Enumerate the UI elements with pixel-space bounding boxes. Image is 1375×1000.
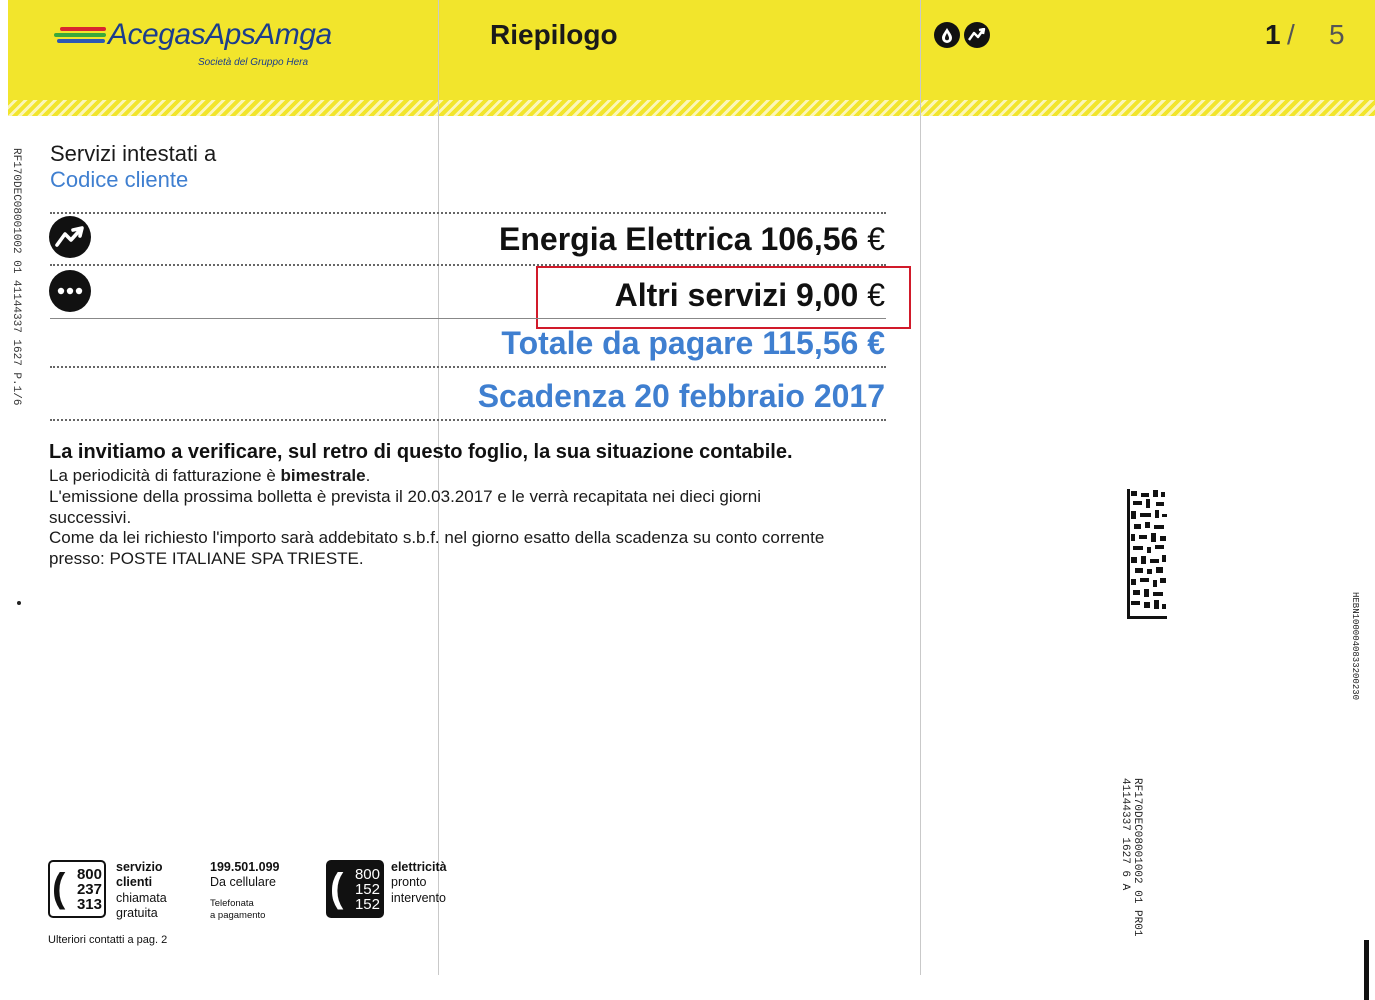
other-services-label: Altri servizi [614,277,788,313]
phone-icon: ( [52,866,66,910]
customer-service-number-box [48,860,106,918]
logo-name: AcegasApsAmga [108,18,332,51]
side-code: RF170DEC08001002 01 41144337 1627 P.1/6 [10,148,22,406]
header-hatch [8,100,1375,116]
next-bill-text: L'emissione della prossima bolletta è prevista il 20.03.2017 e le verrà recapitata nei dieci giorni [49,487,761,506]
debit-text: Come da lei richiesto l'importo sarà addebitato s.b.f. nel giorno esatto della scadenza su conto corrente [49,528,825,547]
due-label: Scadenza [477,378,626,414]
energy-label: Energia Elettrica [499,221,752,257]
phone-digits: 313 [76,896,102,913]
message-headline: La invitiamo a verificare, sul retro di questo foglio, la sua situazione contabile. [49,441,793,463]
fold-line [920,0,921,975]
edge-mark [1364,940,1369,1000]
total-label: Totale da pagare [501,325,754,361]
billing-period [49,466,879,487]
logo-subtitle: Società del Gruppo Hera [198,57,309,68]
energy-amount: 106,56 [760,221,859,257]
more-services-icon [49,270,91,312]
contact-line: gratuita [116,905,158,920]
mobile-note: Telefonata [210,897,254,909]
contact-line: servizio [116,860,163,874]
page-current: 1 [1265,19,1281,50]
contact-line: chiamata [116,890,167,905]
page-separator: / [1287,19,1295,50]
datamatrix-code [1127,489,1167,619]
barcode-code: HEBN1000040833200230 [1350,592,1360,701]
contact-line: intervento [391,890,446,905]
billing-end: . [365,466,371,485]
electricity-icon [964,22,990,48]
contact-line: elettricità [391,860,447,874]
mobile-contact [210,860,280,922]
phone-digits: 237 [76,881,102,898]
logo-mark [54,27,108,47]
billing-text: La periodicità di fatturazione è [49,466,281,485]
phone-icon: ( [330,866,344,910]
mobile-note: a pagamento [210,909,266,921]
customer-code: 41144337 1627 6 A [1119,778,1131,891]
currency-symbol: € [867,221,885,257]
mobile-number: 199.501.099 [210,860,280,874]
debit-text: presso: POSTE ITALIANE SPA TRIESTE. [49,549,364,568]
billing-frequency: bimestrale [280,466,366,485]
divider [50,212,886,214]
emergency-number-box [326,860,384,918]
mobile-label: Da cellulare [210,875,277,890]
total-line [501,325,885,362]
highlight-box [536,266,911,329]
client-code-label: Codice cliente [50,167,189,192]
phone-digits: 152 [354,881,380,898]
due-line [478,378,885,415]
energy-line [499,221,885,258]
page-total: 5 [1329,19,1345,50]
contact-line: clienti [116,875,153,890]
service-icons [934,22,990,48]
emergency-label [391,860,447,906]
phone-digits: 152 [354,896,380,913]
electricity-icon [49,216,91,258]
phone-digits: 800 [354,866,380,883]
services-title: Servizi intestati a [50,141,217,166]
next-bill-text: successivi. [49,508,132,527]
currency-symbol: € [867,277,885,313]
page-title: Riepilogo [490,19,618,50]
more-contacts-note: Ulteriori contatti a pag. 2 [48,934,168,946]
customer-service-label [116,860,167,921]
divider [50,366,886,368]
contact-line: pronto [391,875,427,890]
due-date: 20 febbraio 2017 [634,378,885,414]
water-drop-icon [934,22,960,48]
other-services-amount: 9,00 [796,277,859,313]
currency-symbol: € [867,325,885,361]
print-mark [17,601,21,605]
total-amount: 115,56 [762,325,859,361]
document-code: RF170DEC08001002 01 PR01 [1131,778,1143,937]
divider [50,318,886,319]
divider [50,419,886,421]
phone-digits: 800 [76,866,102,883]
